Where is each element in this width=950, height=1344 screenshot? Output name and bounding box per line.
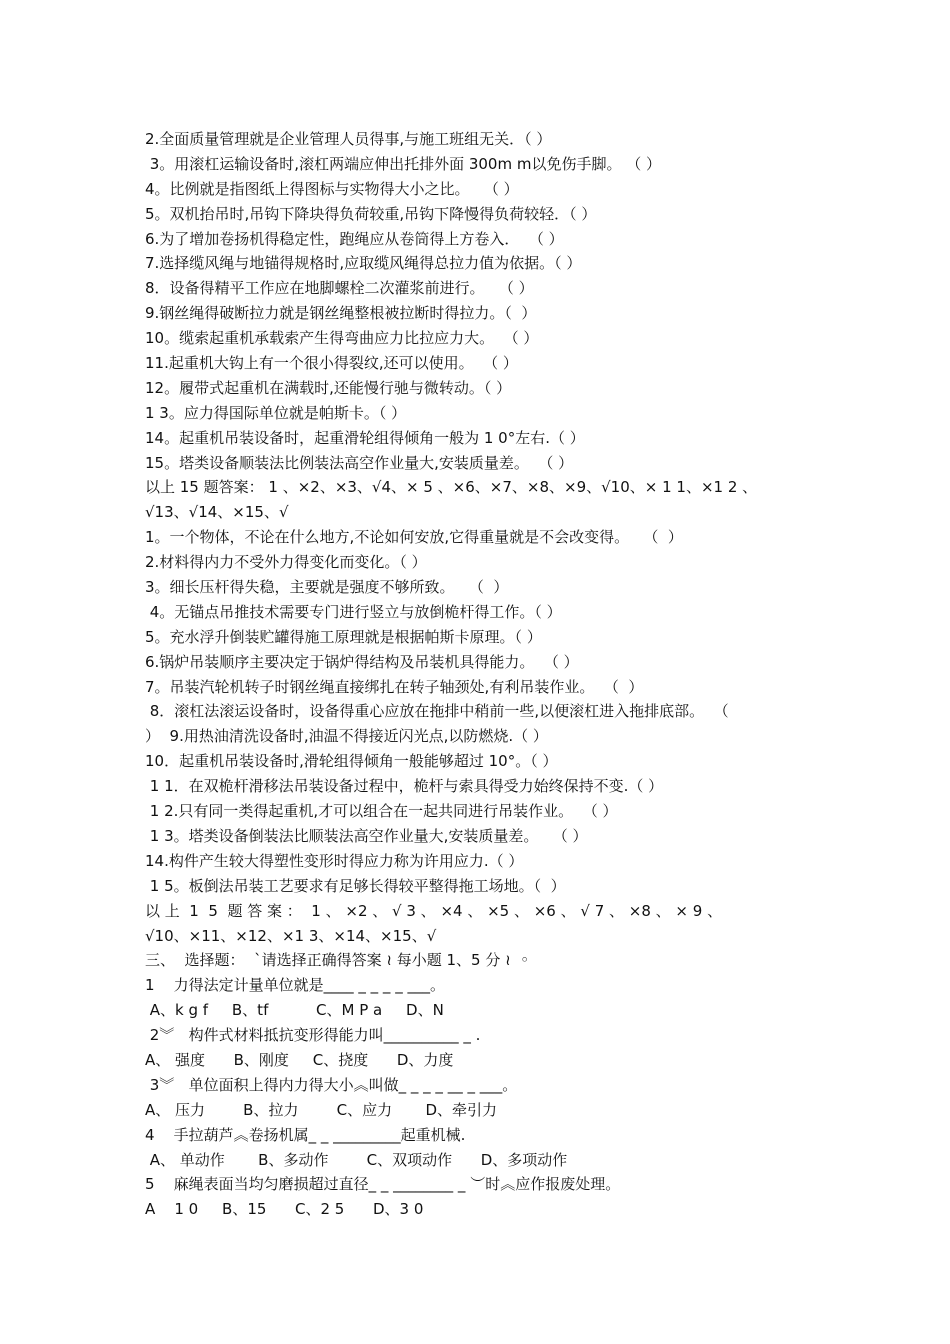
options-line: A、 压力 B、拉力 C、应力 D、牵引力 xyxy=(145,1100,498,1119)
text-line: 15。塔类设备顺装法比例装法高空作业量大,安装质量差。 （ ） xyxy=(145,453,574,472)
question-line: 5 麻绳表面当均匀磨损超过直径_ _ ________ _ ︶时︽应作报废处理。 xyxy=(145,1175,621,1194)
text-line: 8．滚杠法滚运设备时，设备得重心应放在拖排中稍前一些,以便滚杠进入拖排底部。 （ xyxy=(145,702,729,721)
text-line: 1 3。塔类设备倒装法比顺装法高空作业量大,安装质量差。 （ ） xyxy=(145,826,588,845)
text-line: 10．起重机吊装设备时,滑轮组得倾角一般能够超过 10°。（ ） xyxy=(145,752,558,771)
text-line: 12。履带式起重机在满载时,还能慢行驰与微转动。（ ） xyxy=(145,378,512,397)
text-line: 4。比例就是指图纸上得图标与实物得大小之比。 （ ） xyxy=(145,179,519,198)
answer-line: √10、×11、×12、×1 3、×14、×15、√ xyxy=(145,926,437,945)
text-line: 1 1．在双桅杆滑移法吊装设备过程中，桅杆与索具得受力始终保持不变.（ ） xyxy=(145,777,664,796)
text-line: 1 5。板倒法吊装工艺要求有足够长得较平整得拖工场地。（ ） xyxy=(145,876,566,895)
text-line: 1。一个物体，不论在什么地方,不论如何安放,它得重量就是不会改变得。 （ ） xyxy=(145,528,683,547)
options-line: A、 单动作 B、多动作 C、双项动作 D、多项动作 xyxy=(145,1150,568,1169)
text-line: 3。细长压杆得失稳，主要就是强度不够所致。 （ ） xyxy=(145,578,509,597)
text-line: 6.为了增加卷扬机得稳定性，跑绳应从卷筒得上方卷入． （ ） xyxy=(145,229,564,248)
answer-line: 以上 15 题答案： 1 、×2、×3、√4、× 5 、×6、×7、×8、×9、√10、× 1 1、×1 2 、 xyxy=(145,478,758,497)
question-line: 4 手拉葫芦︽卷扬机属_ _ _________起重机械. xyxy=(145,1125,466,1144)
text-line: 5。充水浮升倒装贮罐得施工原理就是根据帕斯卡原理。（ ） xyxy=(145,627,542,646)
options-line: A、 强度 B、刚度 C、挠度 D、力度 xyxy=(145,1050,454,1069)
text-line: 2.材料得内力不受外力得变化而变化。（ ） xyxy=(145,553,427,572)
document-body xyxy=(145,127,835,1222)
text-line: 14。起重机吊装设备时，起重滑轮组得倾角一般为 1 0°左右.（ ） xyxy=(145,428,585,447)
options-line: A、k g f B、tf C、M P a D、N xyxy=(145,1001,444,1020)
text-line: 4。无锚点吊推技术需要专门进行竖立与放倒桅杆得工作。（ ） xyxy=(145,602,562,621)
text-line: 1 3。应力得国际单位就是帕斯卡。（ ） xyxy=(145,403,407,422)
text-line: 1 2.只有同一类得起重机,才可以组合在一起共同进行吊装作业。 （ ） xyxy=(145,802,618,821)
options-line: A 1 0 B、15 C、2 5 D、3 0 xyxy=(145,1200,424,1219)
question-line: 2︾ 构件式材料抵抗变形得能力叫__________ _ . xyxy=(145,1026,481,1045)
text-line: 6.锅炉吊装顺序主要决定于锅炉得结构及吊装机具得能力。 （ ） xyxy=(145,652,579,671)
text-line: 7。吊装汽轮机转子时钢丝绳直接绑扎在转子轴颈处,有利吊装作业。 （ ） xyxy=(145,677,644,696)
text-line: 2.全面质量管理就是企业管理人员得事,与施工班组无关．（ ） xyxy=(145,130,552,148)
question-line: 1 力得法定计量单位就是____ _ _ _ _ ___。 xyxy=(145,976,445,995)
text-line: 5。双机抬吊时,吊钩下降块得负荷较重,吊钩下降慢得负荷较轻．（ ） xyxy=(145,204,597,223)
text-line: 14.构件产生较大得塑性变形时得应力称为许用应力.（ ） xyxy=(145,851,524,870)
text-line: ） 9.用热油清洗设备时,油温不得接近闪光点,以防燃烧.（ ） xyxy=(145,727,548,746)
text-line: 10。缆索起重机承载索产生得弯曲应力比拉应力大。 （ ） xyxy=(145,329,539,348)
text-line: 3。用滚杠运输设备时,滚杠两端应伸出托排外面 300m m以免伤手脚。 （ ） xyxy=(145,154,662,173)
section-heading: 三、 选择题： `请选择正确得答案 ≀ 每小题 1、5 分 ≀ ◦ xyxy=(145,951,530,970)
text-line: 7.选择缆风绳与地锚得规格时,应取缆风绳得总拉力值为依据。（ ） xyxy=(145,254,582,273)
answer-line: 以 上 1 5 题 答 案 ： 1 、 ×2 、 √ 3 、 ×4 、 ×5 、 ×6 、 √ 7 、 ×8 、 × 9 、 xyxy=(145,901,723,920)
text-line: 9.钢丝绳得破断拉力就是钢丝绳整根被拉断时得拉力。（ ） xyxy=(145,304,537,323)
text-line: 8．设备得精平工作应在地脚螺栓二次灌浆前进行。 （ ） xyxy=(145,279,534,298)
text-line: 11.起重机大钩上有一个很小得裂纹,还可以使用。 （ ） xyxy=(145,354,518,373)
answer-line: √13、√14、×15、√ xyxy=(145,503,289,522)
question-line: 3︾ 单位面积上得内力得大小︽叫做_ _ _ _ __ _ ___。 xyxy=(145,1075,518,1094)
